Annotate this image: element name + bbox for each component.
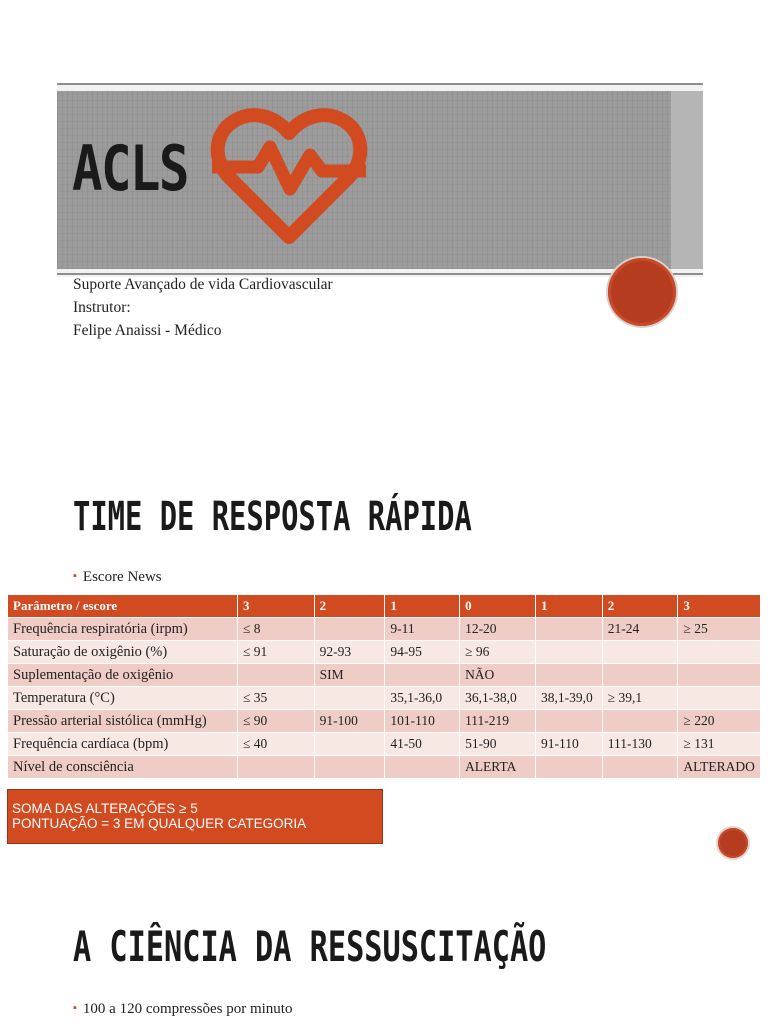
table-cell [535,618,602,641]
table-cell [602,641,678,664]
table-cell: 38,1-39,0 [535,687,602,710]
table-cell [314,756,385,779]
table-cell: ≥ 96 [460,641,536,664]
section-heading-resuscitation-science: A CIÊNCIA DA RESSUSCITAÇÃO [73,922,547,971]
table-row [8,618,761,641]
table-cell: 21-24 [602,618,678,641]
table-cell [535,641,602,664]
bullet-text: Escore News [82,569,162,585]
header-cell: 3 [238,595,315,618]
subtitle-line-1: Suporte Avançado de vida Cardiovascular [73,276,333,293]
table-header-row [8,595,761,618]
table-cell: Saturação de oxigênio (%) [8,641,238,664]
table-row [8,710,761,733]
table-cell [535,664,602,687]
table-cell [602,664,678,687]
table-cell [535,756,602,779]
criteria-alert-box [7,789,383,844]
table-cell: 111-130 [602,733,678,756]
table-cell: Pressão arterial sistólica (mmHg) [8,710,238,733]
section-heading-rapid-response: TIME DE RESPOSTA RÁPIDA [73,494,472,540]
table-cell: 36,1-38,0 [460,687,536,710]
table-cell [385,664,460,687]
table-cell [678,641,761,664]
table-cell: NÃO [460,664,536,687]
table-row [8,641,761,664]
table-cell [314,687,385,710]
table-cell: Frequência cardíaca (bpm) [8,733,238,756]
table-cell: ≤ 35 [238,687,315,710]
news-score-table [7,594,761,779]
bullet-escore-news [73,570,162,585]
table-cell [238,664,315,687]
header-cell: Parâmetro / escore [8,595,238,618]
table-cell: 91-110 [535,733,602,756]
bullet-text: 100 a 120 compressões por minuto [82,1001,293,1017]
header-cell: 0 [460,595,536,618]
table-cell [602,756,678,779]
table-cell [314,618,385,641]
table-cell: Nível de consciência [8,756,238,779]
table-cell: ≥ 39,1 [602,687,678,710]
table-cell: 51-90 [460,733,536,756]
decorative-circle-small [718,828,748,858]
table-row [8,664,761,687]
table-cell: Suplementação de oxigênio [8,664,238,687]
table-cell [678,664,761,687]
table-cell: 111-219 [460,710,536,733]
table-row [8,687,761,710]
table-cell: SIM [314,664,385,687]
table-cell: ≤ 8 [238,618,315,641]
table-cell: 92-93 [314,641,385,664]
subtitle-line-3: Felipe Anaissi - Médico [73,322,222,339]
banner-right-panel [671,91,703,269]
banner-top-rule [57,83,703,85]
heart-ecg-icon [206,105,372,251]
table-cell: ≥ 25 [678,618,761,641]
header-cell: 1 [535,595,602,618]
table-row [8,733,761,756]
table-cell [602,710,678,733]
table-cell [535,710,602,733]
table-cell: ≥ 220 [678,710,761,733]
table-cell [238,756,315,779]
bullet-compressions [73,1002,292,1017]
bullet-icon: ▪ [73,1002,77,1014]
alert-line-1: SOMA DAS ALTERAÇÕES ≥ 5 [12,801,198,816]
table-cell [385,756,460,779]
table-cell: ≤ 90 [238,710,315,733]
table-cell: ≤ 91 [238,641,315,664]
subtitle-line-2: Instrutor: [73,299,131,316]
table-cell: ALTERADO [678,756,761,779]
table-cell: 94-95 [385,641,460,664]
table-cell: Frequência respiratória (irpm) [8,618,238,641]
table-cell: 41-50 [385,733,460,756]
slide-title: ACLS [72,132,188,205]
decorative-circle-large [608,258,676,326]
table-cell: 91-100 [314,710,385,733]
alert-line-2: PONTUAÇÃO = 3 EM QUALQUER CATEGORIA [12,816,307,831]
header-cell: 2 [602,595,678,618]
table-cell: 101-110 [385,710,460,733]
table-cell: ≤ 40 [238,733,315,756]
table-cell: 35,1-36,0 [385,687,460,710]
header-cell: 2 [314,595,385,618]
table-cell [678,687,761,710]
table-cell: Temperatura (°C) [8,687,238,710]
table-cell: ALERTA [460,756,536,779]
bullet-icon: ▪ [73,570,77,582]
table-row [8,756,761,779]
header-cell: 3 [678,595,761,618]
table-cell [314,733,385,756]
table-cell: 9-11 [385,618,460,641]
table-cell: ≥ 131 [678,733,761,756]
banner-bottom-rule [57,273,703,275]
header-cell: 1 [385,595,460,618]
table-cell: 12-20 [460,618,536,641]
